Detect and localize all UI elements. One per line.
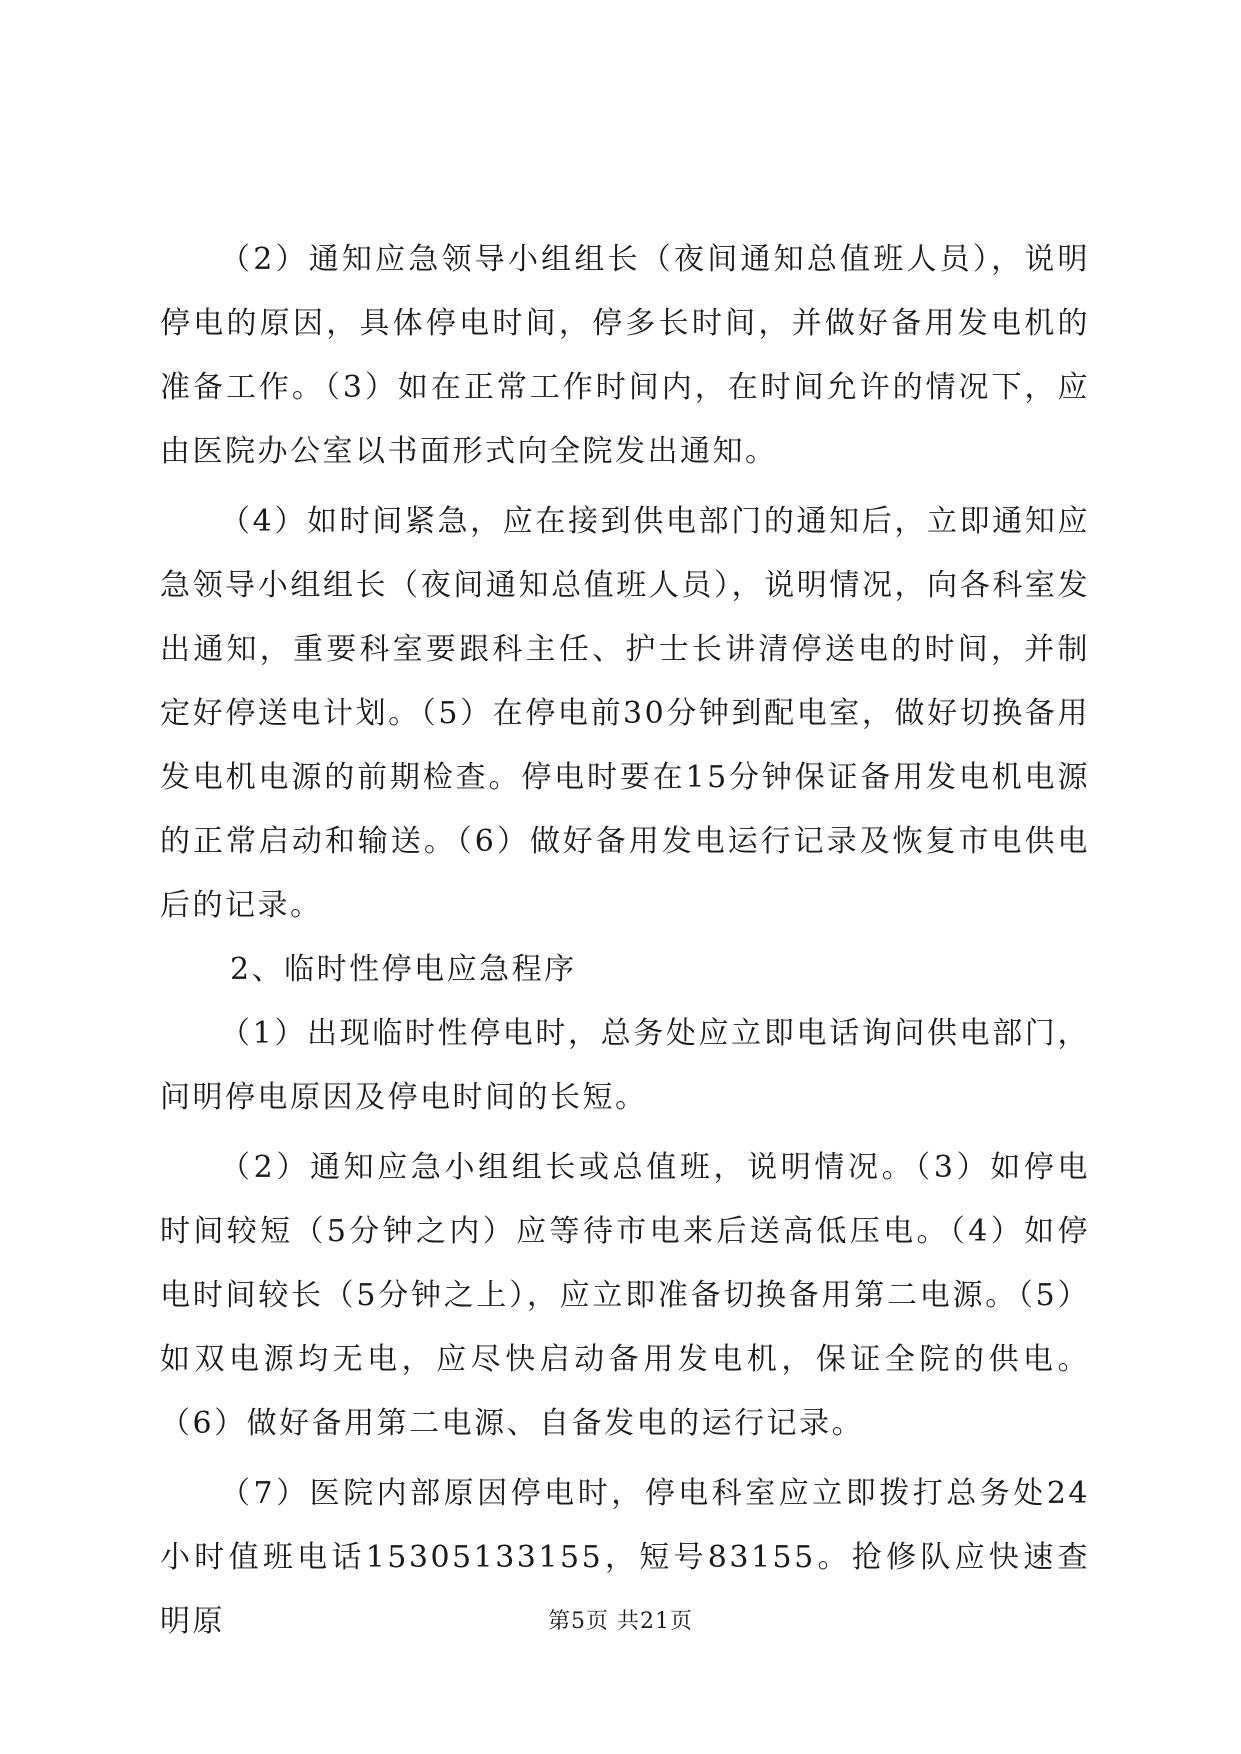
paragraph-temporary-outage-step1: （1）出现临时性停电时，总务处应立即电话询问供电部门，问明停电原因及停电时间的长短。: [160, 1016, 1090, 1115]
page-number-footer: 第5页 共21页: [548, 1609, 693, 1634]
paragraph-urgent-notice: （4）如时间紧急，应在接到供电部门的通知后，立即通知应急领导小组组长（夜间通知总值班人员），说明情况，向各科室发出通知，重要科室要跟科主任、护士长讲清停送电的时间，并制定好停送电计划。（5）在停电前30分钟到配电室，做好切换备用发电机电源的前期检查。停电时要在15分钟保证备用发电机电源的正常启动和输送。（6）做好备用发电运行记录及恢复市电供电后的记录。: [160, 504, 1090, 923]
paragraph-notify-leader: （2）通知应急领导小组组长（夜间通知总值班人员），说明停电的原因，具体停电时间，停多长时间，并做好备用发电机的准备工作。（3）如在正常工作时间内，在时间允许的情况下，应由医院办公室以书面形式向全院发出通知。: [160, 242, 1090, 469]
paragraph-temporary-outage-steps: （2）通知应急小组组长或总值班，说明情况。（3）如停电时间较短（5分钟之内）应等待市电来后送高低压电。（4）如停电时间较长（5分钟之上），应立即准备切换备用第二电源。（5）如双电源均无电，应尽快启动备用发电机，保证全院的供电。（6）做好备用第二电源、自备发电的运行记录。: [160, 1150, 1090, 1441]
document-body: [160, 228, 1090, 1654]
section-heading-temporary-outage: 2、临时性停电应急程序: [230, 952, 577, 987]
paragraph-internal-outage: （7）医院内部原因停电时，停电科室应立即拨打总务处24小时值班电话15305133155，短号83155。抢修队应快速查明原: [160, 1476, 1090, 1639]
